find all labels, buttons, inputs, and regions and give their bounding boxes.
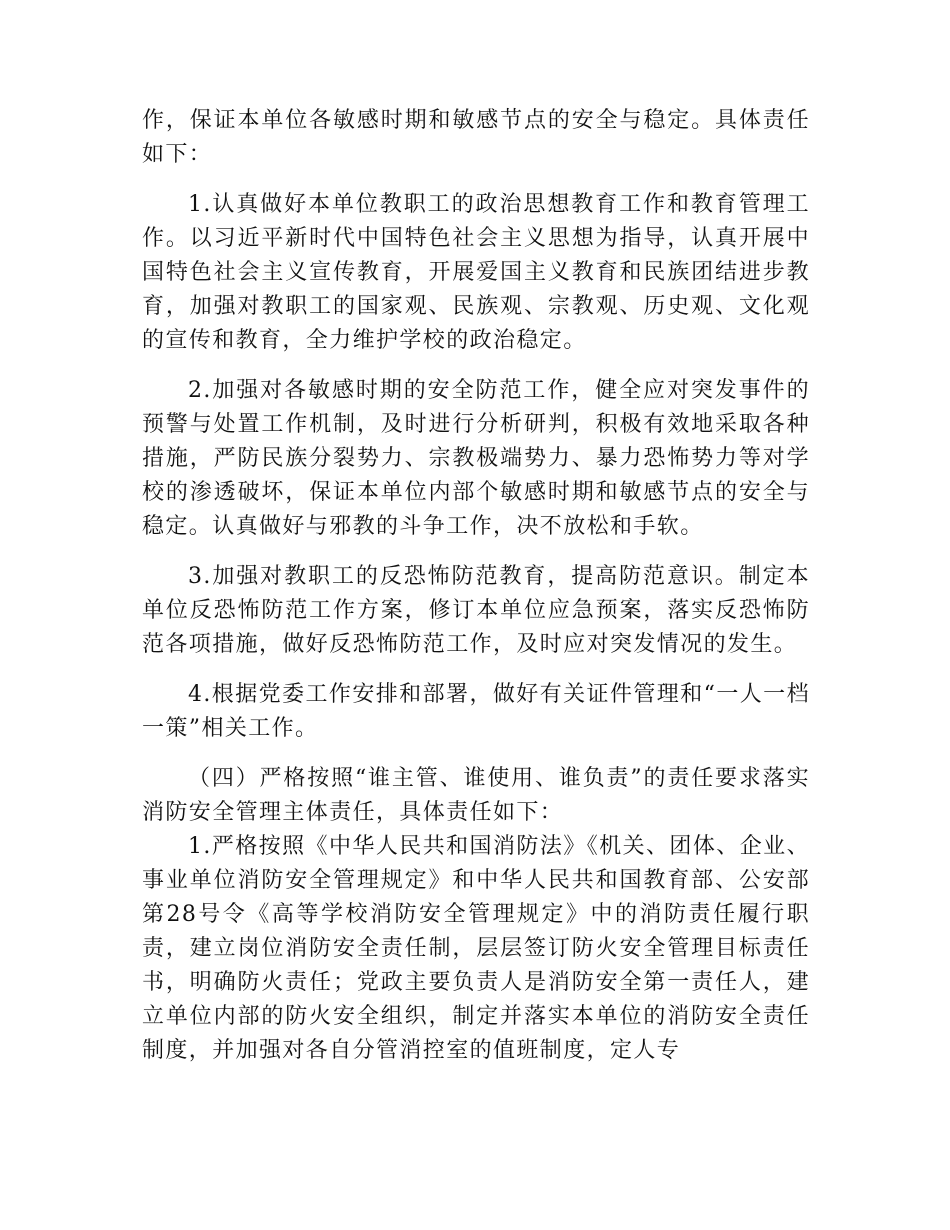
paragraph-continuation: 作，保证本单位各敏感时期和敏感节点的安全与稳定。具体责任如下：: [142, 108, 810, 167]
paragraph-item-4: 4.根据党委工作安排和部署，做好有关证件管理和“一人一档一策”相关工作。: [142, 682, 810, 741]
paragraph-fire-item-1: 1.严格按照《中华人民共和国消防法》《机关、团体、企业、事业单位消防安全管理规定》和中华人民共和国教育部、公安部第28号令《高等学校消防安全管理规定》中的消防责任履行职责，建立岗位消防安全责任制，层层签订防火安全管理目标责任书，明确防火责任；党政主要负责人是消防安全第一责任人，建立单位内部的防火安全组织，制定并落实本单位的消防安全责任制度，并加强对各自分管消控室的值班制度，定人专: [142, 834, 810, 1063]
paragraph-item-1: 1.认真做好本单位教职工的政治思想教育工作和教育管理工作。以习近平新时代中国特色社会主义思想为指导，认真开展中国特色社会主义宣传教育，开展爱国主义教育和民族团结进步教育，加强对教职工的国家观、民族观、宗教观、历史观、文化观的宣传和教育，全力维护学校的政治稳定。: [142, 192, 810, 353]
paragraph-item-2: 2.加强对各敏感时期的安全防范工作，健全应对突发事件的预警与处置工作机制，及时进行分析研判，积极有效地采取各种措施，严防民族分裂势力、宗教极端势力、暴力恐怖势力等对学校的渗透破坏，保证本单位内部个敏感时期和敏感节点的安全与稳定。认真做好与邪教的斗争工作，决不放松和手软。: [142, 378, 810, 539]
section-heading-4: （四）严格按照“谁主管、谁使用、谁负责”的责任要求落实消防安全管理主体责任，具体责任如下：: [142, 766, 810, 825]
document-body: [142, 104, 810, 1068]
paragraph-item-3: 3.加强对教职工的反恐怖防范教育，提高防范意识。制定本单位反恐怖防范工作方案，修订本单位应急预案，落实反恐怖防范各项措施，做好反恐怖防范工作，及时应对突发情况的发生。: [142, 564, 810, 657]
